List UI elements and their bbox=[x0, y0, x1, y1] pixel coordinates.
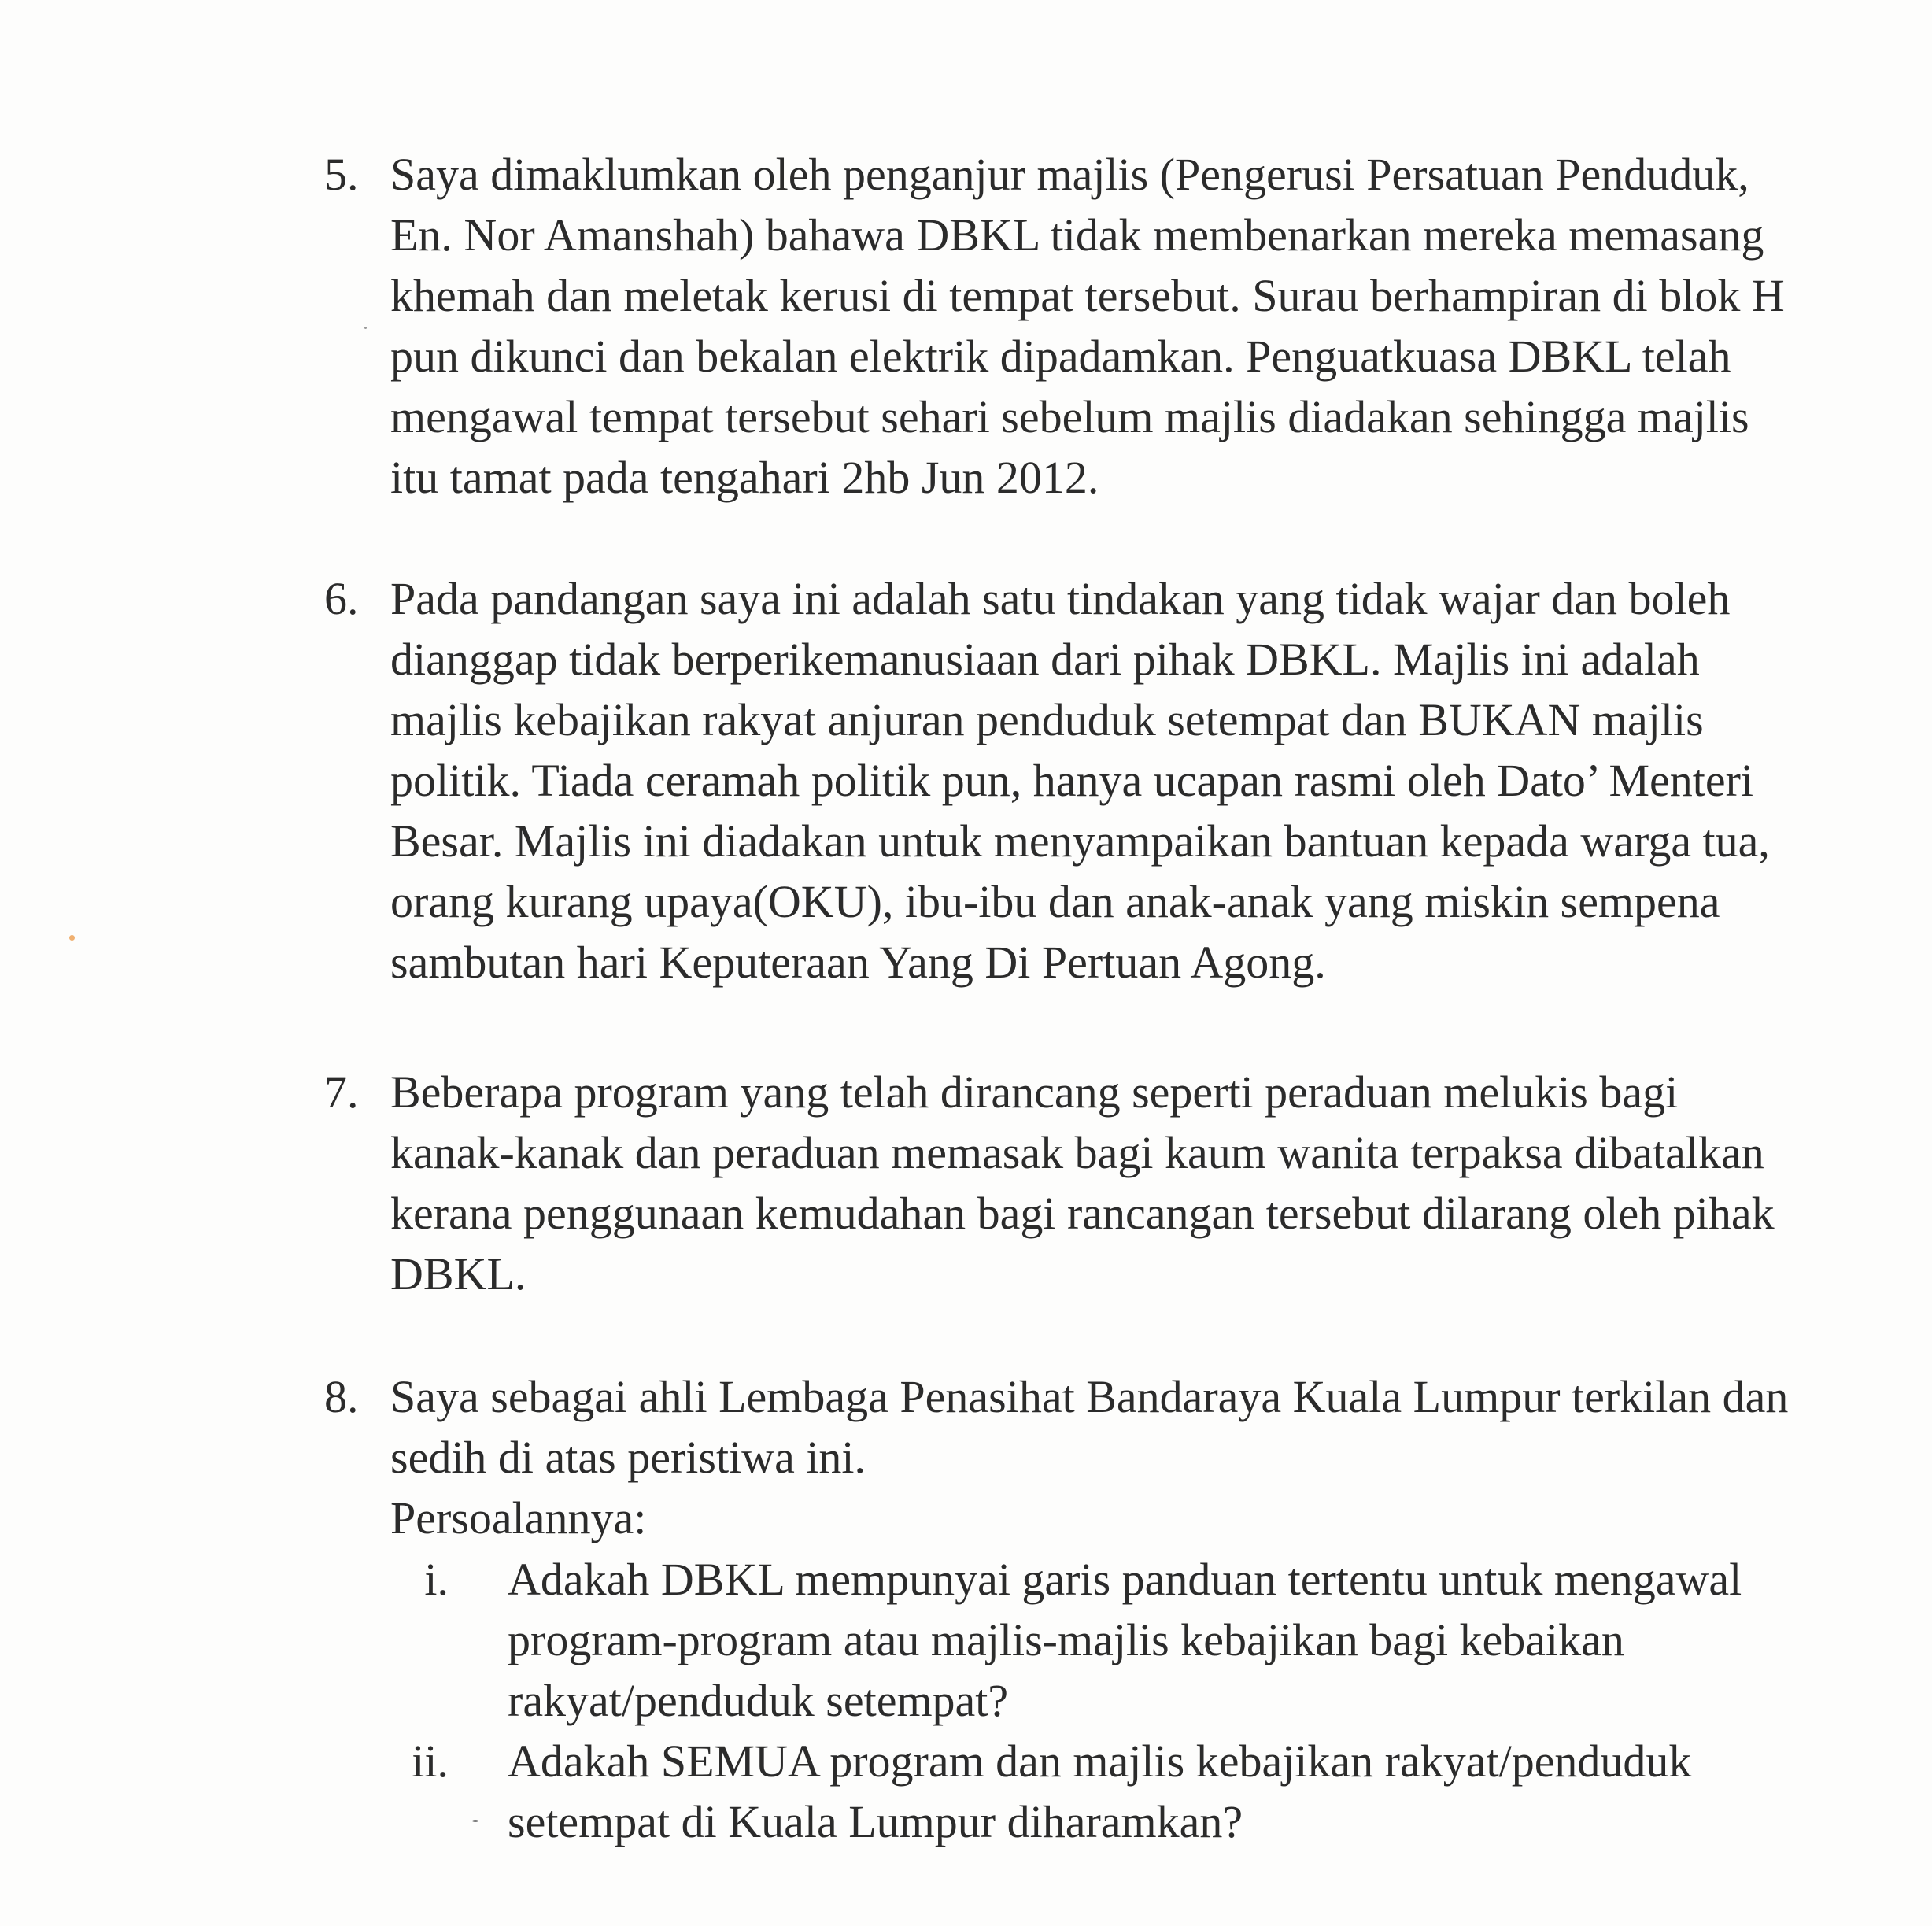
question-text bbox=[508, 1731, 1691, 1852]
text-line: Saya dimaklumkan oleh penganjur majlis (Pengerusi Persatuan Penduduk, bbox=[390, 149, 1749, 200]
text-line: mengawal tempat tersebut sehari sebelum majlis diadakan sehingga majlis bbox=[390, 391, 1749, 442]
text-line: Pada pandangan saya ini adalah satu tindakan yang tidak wajar dan boleh bbox=[390, 573, 1731, 624]
text-line: dianggap tidak berperikemanusiaan dari pihak DBKL. Majlis ini adalah bbox=[390, 634, 1700, 685]
text-line: itu tamat pada tengahari 2hb Jun 2012. bbox=[390, 452, 1099, 503]
text-line: Saya sebagai ahli Lembaga Penasihat Bandaraya Kuala Lumpur terkilan dan bbox=[390, 1371, 1789, 1422]
scan-speck bbox=[69, 935, 75, 941]
paragraph-text bbox=[390, 568, 1770, 993]
text-line: Persoalannya: bbox=[390, 1492, 647, 1543]
text-line: Beberapa program yang telah dirancang seperti peraduan melukis bagi bbox=[390, 1067, 1679, 1118]
paragraph-text bbox=[390, 144, 1785, 508]
question-number: i. bbox=[424, 1554, 449, 1605]
text-line: Besar. Majlis ini diadakan untuk menyampaikan bantuan kepada warga tua, bbox=[390, 815, 1770, 867]
text-line: pun dikunci dan bekalan elektrik dipadamkan. Penguatkuasa DBKL telah bbox=[390, 331, 1731, 382]
paragraph-text bbox=[390, 1062, 1775, 1304]
text-line: Adakah SEMUA program dan majlis kebajikan rakyat/penduduk bbox=[508, 1736, 1692, 1787]
text-line: kanak-kanak dan peraduan memasak bagi kaum wanita terpaksa dibatalkan bbox=[390, 1127, 1764, 1178]
scan-speck bbox=[472, 1820, 478, 1822]
text-line: orang kurang upaya(OKU), ibu-ibu dan anak-anak yang miskin sempena bbox=[390, 876, 1720, 927]
question-number: ii. bbox=[412, 1736, 449, 1787]
paragraph-number: 5. bbox=[324, 149, 359, 200]
text-line: khemah dan meletak kerusi di tempat tersebut. Surau berhampiran di blok H bbox=[390, 270, 1785, 321]
text-line: DBKL. bbox=[390, 1248, 526, 1299]
paragraph-number: 7. bbox=[324, 1067, 359, 1118]
text-line: sambutan hari Keputeraan Yang Di Pertuan Agong. bbox=[390, 937, 1326, 988]
text-line: kerana penggunaan kemudahan bagi rancangan tersebut dilarang oleh pihak bbox=[390, 1188, 1775, 1239]
text-line: setempat di Kuala Lumpur diharamkan? bbox=[508, 1796, 1243, 1847]
paragraph-number: 8. bbox=[324, 1371, 359, 1422]
text-line: program-program atau majlis-majlis kebajikan bagi kebaikan bbox=[508, 1614, 1624, 1665]
text-line: Adakah DBKL mempunyai garis panduan tertentu untuk mengawal bbox=[508, 1554, 1742, 1605]
question-text bbox=[508, 1549, 1742, 1731]
text-line: politik. Tiada ceramah politik pun, hanya ucapan rasmi oleh Dato’ Menteri bbox=[390, 755, 1754, 806]
paragraph-text bbox=[390, 1366, 1788, 1548]
text-line: sedih di atas peristiwa ini. bbox=[390, 1432, 866, 1483]
paragraph-number: 6. bbox=[324, 573, 359, 624]
text-line: majlis kebajikan rakyat anjuran penduduk setempat dan BUKAN majlis bbox=[390, 694, 1704, 745]
text-line: rakyat/penduduk setempat? bbox=[508, 1675, 1009, 1726]
text-line: En. Nor Amanshah) bahawa DBKL tidak membenarkan mereka memasang bbox=[390, 209, 1764, 261]
scan-speck bbox=[364, 327, 367, 329]
